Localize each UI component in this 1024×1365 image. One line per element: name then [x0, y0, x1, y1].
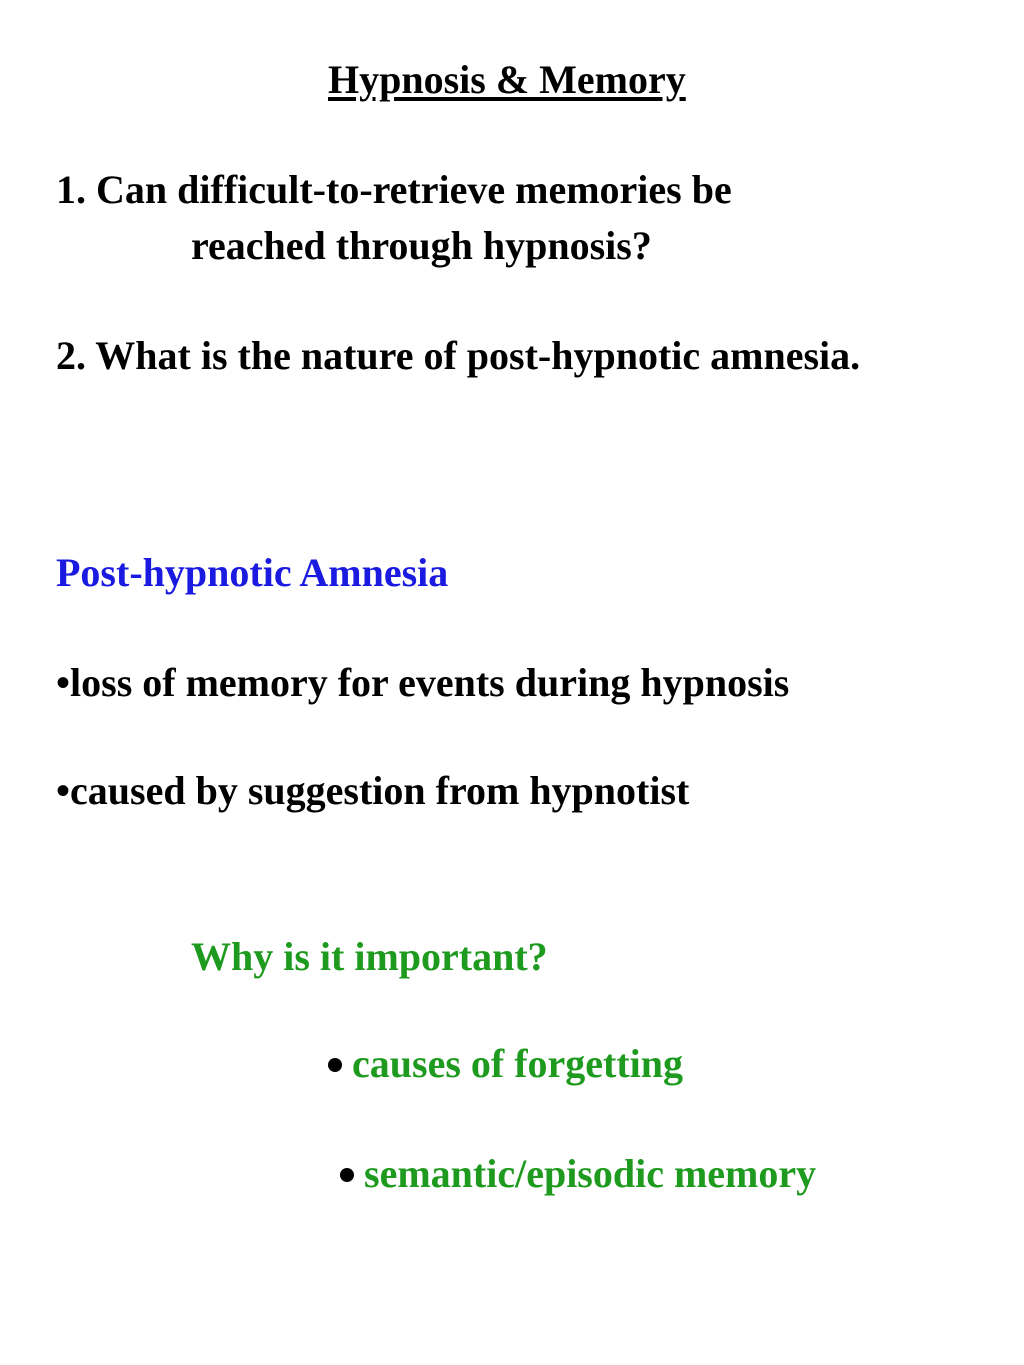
- amnesia-bullet-1: [56, 659, 789, 707]
- amnesia-heading: Post-hypnotic Amnesia: [56, 550, 449, 595]
- importance-item-text: causes of forgetting: [352, 1041, 684, 1086]
- importance-item-1: [328, 1040, 683, 1088]
- question-2: 2. What is the nature of post-hypnotic amnesia.: [56, 333, 861, 378]
- bullet-dot-icon: [340, 1168, 354, 1182]
- importance-heading: Why is it important?: [191, 934, 548, 979]
- page-title: Hypnosis & Memory: [328, 57, 686, 102]
- importance-item-text: semantic/episodic memory: [364, 1151, 817, 1196]
- importance-item-2: [340, 1150, 816, 1198]
- bullet-marker: •: [56, 660, 71, 705]
- amnesia-bullet-2: [56, 767, 689, 815]
- question-1-line-2: reached through hypnosis?: [191, 223, 652, 268]
- question-1-line-1: 1. Can difficult-to-retrieve memories be: [56, 167, 732, 212]
- bullet-dot-icon: [328, 1058, 342, 1072]
- bullet-marker: •: [56, 768, 71, 813]
- bullet-text: loss of memory for events during hypnosis: [70, 660, 790, 705]
- bullet-text: caused by suggestion from hypnotist: [70, 768, 690, 813]
